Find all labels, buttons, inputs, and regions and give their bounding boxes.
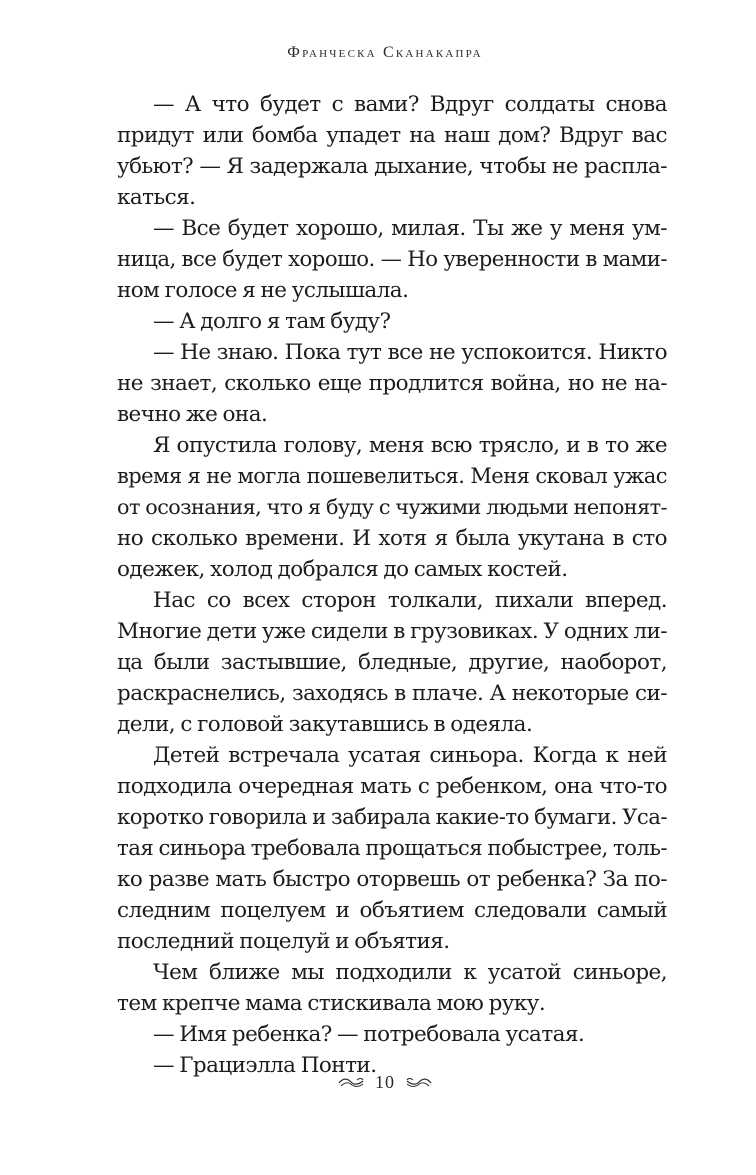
text-line: — Грациэлла Понти. xyxy=(153,1053,377,1078)
text-line: — Имя ребенка? — потребовала усатая. xyxy=(153,1022,585,1047)
text-line: ном голосе я не услышала. xyxy=(117,278,409,303)
page-number: 10 xyxy=(375,1072,395,1092)
text-line: последний поцелуй и объятия. xyxy=(117,929,450,954)
text-line: от осознания, что я буду с чужими людьми непонят- xyxy=(117,495,667,519)
text-line: Детей встречала усатая синьора. Когда к ней xyxy=(153,743,667,768)
text-line: не знает, сколько еще продлится война, но не на- xyxy=(117,371,667,396)
text-line: ко разве мать быстро оторвешь от ребенка? За по- xyxy=(117,867,667,892)
text-line: убьют? — Я задержала дыхание, чтобы не распла- xyxy=(117,154,667,179)
text-line: — Все будет хорошо, милая. Ты же у меня ум- xyxy=(153,216,667,241)
text-line: но сколько времени. И хотя я была укутана в сто xyxy=(117,526,667,551)
text-line: вечно же она. xyxy=(117,402,268,427)
text-line: подходила очередная мать с ребенком, она что-то xyxy=(117,774,667,799)
text-line: — Не знаю. Пока тут все не успокоится. Никто xyxy=(153,340,667,365)
right-flourish-icon xyxy=(405,1077,433,1089)
text-line: — А долго я там буду? xyxy=(153,309,391,334)
text-line: коротко говорила и забирала какие-то бумаги. Уса- xyxy=(117,805,667,830)
text-line: Нас со всех сторон толкали, пихали вперед. xyxy=(153,588,667,613)
text-line: время я не могла пошевелиться. Меня сковал ужас xyxy=(117,464,667,488)
running-head: Франческа Сканакапра xyxy=(287,44,483,61)
text-line: ница, все будет хорошо. — Но уверенности в мами- xyxy=(117,247,667,272)
text-line: тая синьора требовала прощаться побыстрее, толь- xyxy=(117,836,667,861)
text-line: — А что будет с вами? Вдруг солдаты снова xyxy=(153,92,667,117)
text-line: каться. xyxy=(117,185,196,210)
text-line: раскраснелись, заходясь в плаче. А некоторые си- xyxy=(117,681,667,706)
text-line: придут или бомба упадет на наш дом? Вдруг вас xyxy=(117,123,667,148)
text-line: ца были застывшие, бледные, другие, наоборот, xyxy=(117,650,667,675)
text-line: Многие дети уже сидели в грузовиках. У одних ли- xyxy=(117,619,667,644)
left-flourish-icon xyxy=(337,1077,365,1089)
body-text xyxy=(117,89,667,1081)
text-line: одежек, холод добрался до самых костей. xyxy=(117,557,568,582)
text-line: тем крепче мама стискивала мою руку. xyxy=(117,991,546,1016)
text-line: следним поцелуем и объятием следовали самый xyxy=(117,898,667,923)
text-line: дели, с головой закутавшись в одеяла. xyxy=(117,712,533,737)
text-line: Я опустила голову, меня всю трясло, и в то же xyxy=(153,433,667,458)
text-line: Чем ближе мы подходили к усатой синьоре, xyxy=(153,960,667,985)
folio xyxy=(0,1072,756,1093)
